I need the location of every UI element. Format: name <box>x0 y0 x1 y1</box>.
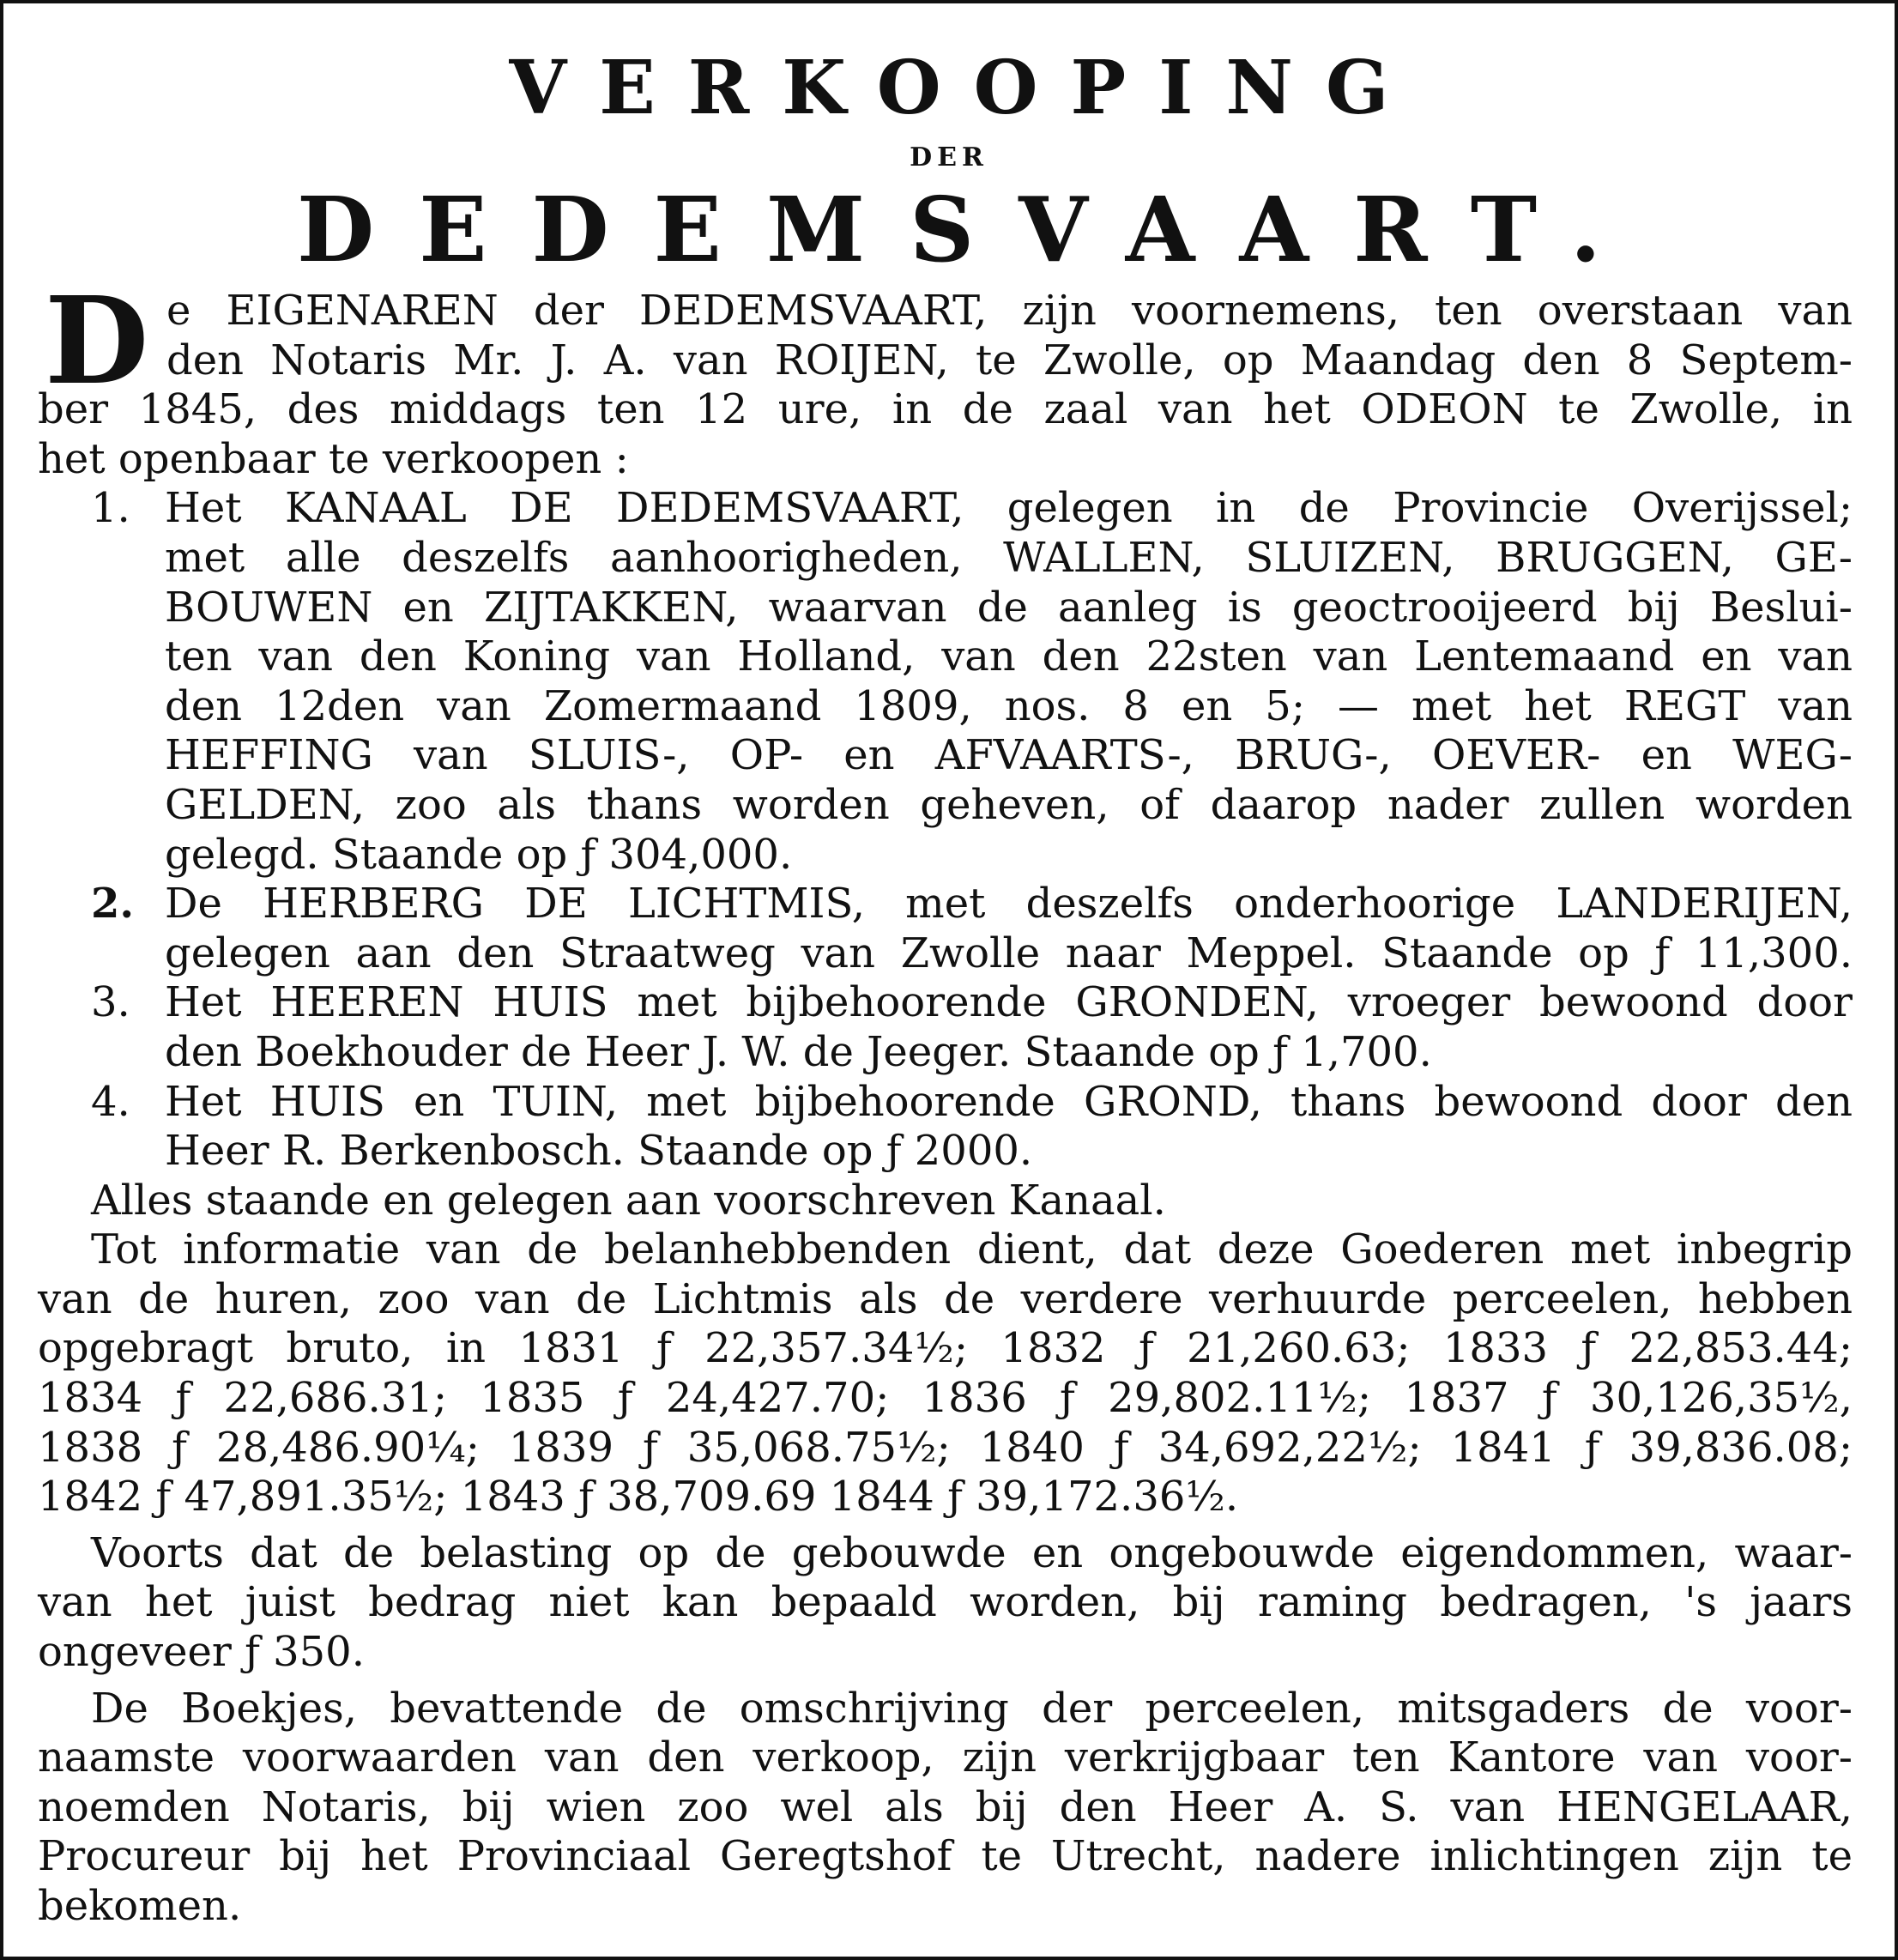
lot-2 <box>38 880 1853 978</box>
lot-number: 1. <box>91 484 130 533</box>
booklets-paragraph <box>38 1685 1853 1932</box>
lot-number: 4. <box>91 1077 130 1126</box>
revenue-paragraph <box>38 1225 1853 1522</box>
revenue-line: van de huren, zoo van de Lichtmis als de verdere verhuurde perceelen, hebben <box>38 1274 1853 1323</box>
lot-4 <box>38 1078 1853 1177</box>
drop-cap: D <box>45 271 149 412</box>
lot-3 <box>38 978 1853 1077</box>
lot-line: gelegen aan den Straatweg van Zwolle naar Meppel. Staande op ƒ 11,300. <box>165 929 1853 977</box>
booklets-line: Procureur bij het Provinciaal Geregtshof te Utrecht, nadere inlichtingen zijn te <box>38 1832 1853 1881</box>
lot-number: 3. <box>91 978 130 1027</box>
revenue-line: Tot informatie van de belanhebbenden dient, dat deze Goederen met inbegrip <box>91 1225 1853 1274</box>
revenue-line: 1838 ƒ 28,486.90¼; 1839 ƒ 35,068.75½; 1840 ƒ 34,692,22½; 1841 ƒ 39,836.08; <box>38 1423 1853 1472</box>
alles-line: Alles staande en gelegen aan voorschreven Kanaal. <box>91 1176 1166 1225</box>
tax-line: ongeveer ƒ 350. <box>38 1628 365 1677</box>
intro-line-4: het openbaar te verkoopen : <box>38 434 629 483</box>
tax-line: Voorts dat de belasting op de gebouwde en ongebouwde eigendommen, waar- <box>91 1528 1853 1577</box>
lot-line: 4. Het HUIS en TUIN, met bijbehoorende GROND, thans bewoond door den <box>38 1078 1853 1128</box>
lot-line: gelegd. Staande op ƒ 304,000. <box>165 830 793 879</box>
revenue-line: 1834 ƒ 22,686.31; 1835 ƒ 24,427.70; 1836 ƒ 29,802.11½; 1837 ƒ 30,126,35½, <box>38 1374 1853 1423</box>
intro-line-3: ber 1845, des middags ten 12 ure, in de zaal van het ODEON te Zwolle, in <box>38 385 1853 434</box>
lot-line: Heer R. Berkenbosch. Staande op ƒ 2000. <box>165 1127 1033 1176</box>
lot-number: 2. <box>91 880 135 929</box>
booklets-line: noemden Notaris, bij wien zoo wel als bij den Heer A. S. van HENGELAAR, <box>38 1782 1853 1831</box>
lot-line: 3. Het HEEREN HUIS met bijbehoorende GRONDEN, vroeger bewoond door <box>38 978 1853 1028</box>
lot-line: met alle deszelfs aanhoorigheden, WALLEN, SLUIZEN, BRUGGEN, GE- <box>165 533 1853 582</box>
lot-line: 2. De HERBERG DE LICHTMIS, met deszelfs onderhoorige LANDERIJEN, <box>38 880 1853 929</box>
lot-line: GELDEN, zoo als thans worden geheven, of daarop nader zullen worden <box>165 780 1853 829</box>
lot-line: HEFFING van SLUIS-, OP- en AFVAARTS-, BRUG-, OEVER- en WEG- <box>165 731 1853 780</box>
advertisement-body <box>38 271 1853 1932</box>
lot-line: den 12den van Zomermaand 1809, nos. 8 en 5; — met het REGT van <box>165 681 1853 730</box>
booklets-line: bekomen. <box>38 1882 242 1930</box>
heading-subject: DEDEMSVAART. <box>297 177 1646 282</box>
lot-line: 1. Het KANAAL DE DEDEMSVAART, gelegen in de Provincie Overijssel; <box>38 484 1853 534</box>
tax-paragraph <box>38 1529 1853 1678</box>
booklets-line: De Boekjes, bevattende de omschrijving der perceelen, mitsgaders de voor- <box>91 1684 1853 1733</box>
intro-line-2: den Notaris Mr. J. A. van ROIJEN, te Zwolle, op Maandag den 8 Septem- <box>166 336 1853 384</box>
tax-line: van het juist bedrag niet kan bepaald worden, bij raming bedragen, 's jaars <box>38 1578 1853 1627</box>
lot-line: ten van den Koning van Holland, van den 22sten van Lentemaand en van <box>165 632 1853 681</box>
lot-line: den Boekhouder de Heer J. W. de Jeeger. Staande op ƒ 1,700. <box>165 1027 1432 1076</box>
booklets-line: naamste voorwaarden van den verkoop, zijn verkrijgbaar ten Kantore van voor- <box>38 1733 1853 1782</box>
heading-small: DER <box>910 142 988 172</box>
intro-line-1: e EIGENAREN der DEDEMSVAART, zijn voornemens, ten overstaan van <box>166 287 1853 335</box>
heading-title: VERKOOPING <box>509 45 1422 131</box>
lot-line: BOUWEN en ZIJTAKKEN, waarvan de aanleg is geoctrooijeerd bij Beslui- <box>165 583 1853 632</box>
revenue-line: opgebragt bruto, in 1831 ƒ 22,357.34½; 1832 ƒ 21,260.63; 1833 ƒ 22,853.44; <box>38 1324 1853 1373</box>
lot-1 <box>38 484 1853 880</box>
revenue-line: 1842 ƒ 47,891.35½; 1843 ƒ 38,709.69 1844 ƒ 39,172.36½. <box>38 1473 1239 1521</box>
